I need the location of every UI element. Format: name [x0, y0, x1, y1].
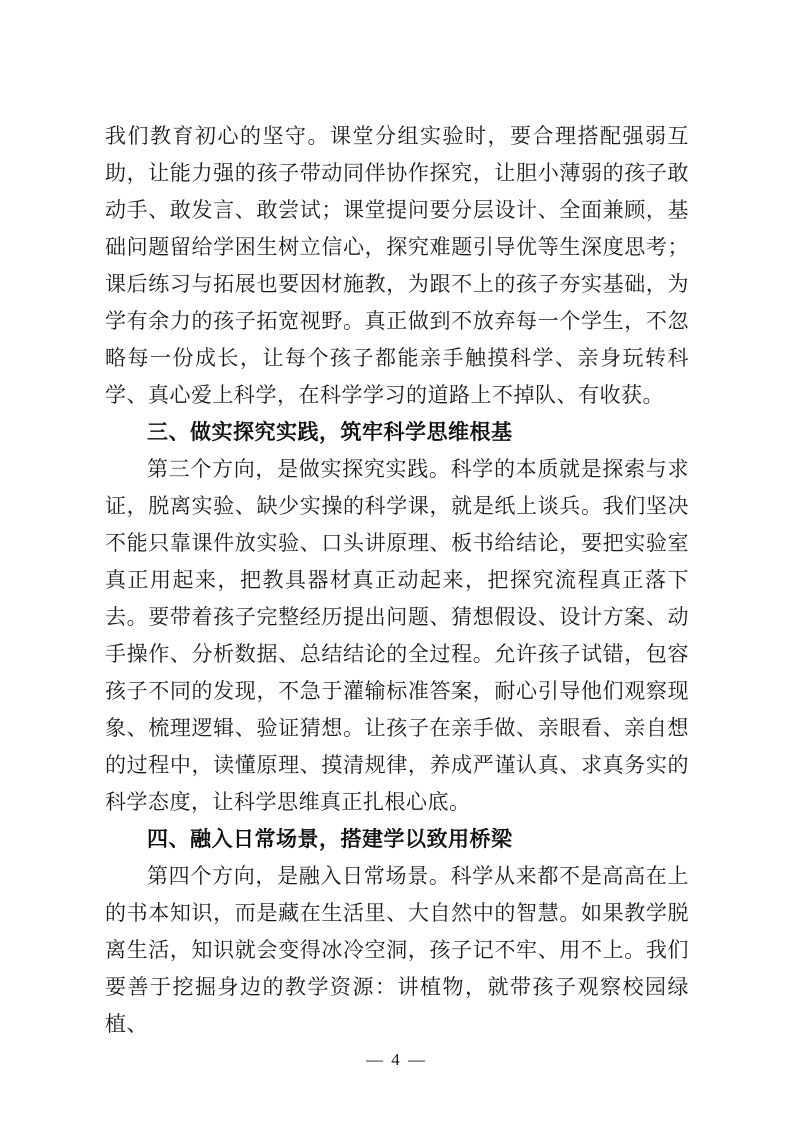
page-footer	[0, 1050, 793, 1070]
paragraph-section-four: 第四个方向，是融入日常场景。科学从来都不是高高在上的书本知识，而是藏在生活里、大自然中的智慧。如果教学脱离生活，知识就会变得冰冷空洞，孩子记不牢、用不上。我们要善于挖掘身边的教学资源：讲植物，就带孩子观察校园绿植、	[105, 864, 689, 1036]
paragraph-continuation: 我们教育初心的坚守。课堂分组实验时，要合理搭配强弱互助，让能力强的孩子带动同伴协作探究，让胆小薄弱的孩子敢动手、敢发言、敢尝试；课堂提问要分层设计、全面兼顾，基础问题留给学困生树立信心，探究难题引导优等生深度思考；课后练习与拓展也要因材施教，为跟不上的孩子夯实基础，为学有余力的孩子拓宽视野。真正做到不放弃每一个学生，不忽略每一份成长，让每个孩子都能亲手触摸科学、亲身玩转科学、真心爱上科学，在科学学习的道路上不掉队、有收获。	[105, 124, 689, 407]
document-content	[105, 118, 689, 1043]
section-heading-three: 三、做实探究实践，筑牢科学思维根基	[147, 421, 513, 444]
paragraph-section-three: 第三个方向，是做实探究实践。科学的本质就是探索与求证，脱离实验、缺少实操的科学课，就是纸上谈兵。我们坚决不能只靠课件放实验、口头讲原理、板书给结论，要把实验室真正用起来，把教具器材真正动起来，把探究流程真正落下去。要带着孩子完整经历提出问题、猜想假设、设计方案、动手操作、分析数据、总结结论的全过程。允许孩子试错，包容孩子不同的发现，不急于灌输标准答案，耐心引导他们观察现象、梳理逻辑、验证猜想。让孩子在亲手做、亲眼看、亲自想的过程中，读懂原理、摸清规律，养成严谨认真、求真务实的科学态度，让科学思维真正扎根心底。	[105, 457, 689, 814]
section-heading-four: 四、融入日常场景，搭建学以致用桥梁	[147, 828, 513, 851]
page-number: — 4 —	[366, 1050, 427, 1069]
